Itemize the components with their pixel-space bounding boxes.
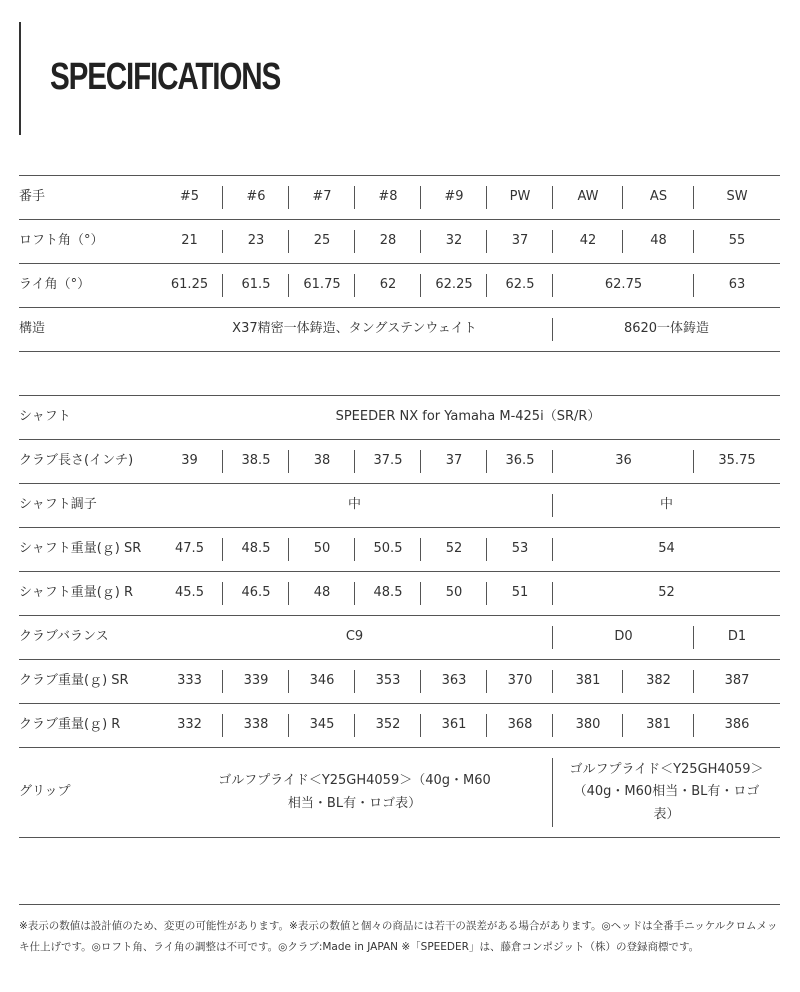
footnote: ※表示の数値は設計値のため、変更の可能性があります。※表示の数値と個々の商品には若干の誤差がある場合があります。◎ヘッドは全番手ニッケルクロムメッキ仕上げです。◎ロフト角、ライ角の調整は不可です。◎クラブ:Made in JAPAN ※「SPEEDER」は、藤倉コンポジット（株）の登録商標です。 bbox=[19, 920, 778, 953]
value-cell: 63 bbox=[694, 264, 780, 308]
value-cell: 361 bbox=[421, 704, 487, 748]
value-cell: 387 bbox=[694, 660, 780, 704]
header-cell: #8 bbox=[355, 176, 421, 220]
row-label: クラブバランス bbox=[19, 616, 156, 660]
value-cell: 48.5 bbox=[223, 528, 289, 572]
row-label: ライ角（°） bbox=[19, 264, 156, 308]
row-shaft-weight-sr bbox=[19, 528, 780, 572]
row-structure bbox=[19, 308, 780, 352]
header-cell: #9 bbox=[421, 176, 487, 220]
value-cell: SPEEDER NX for Yamaha M-425i（SR/R） bbox=[156, 396, 780, 440]
row-number bbox=[19, 176, 780, 220]
value-cell: 42 bbox=[553, 220, 623, 264]
header-cell: #6 bbox=[223, 176, 289, 220]
value-cell: 346 bbox=[289, 660, 355, 704]
value-cell: 386 bbox=[694, 704, 780, 748]
header-cell: PW bbox=[487, 176, 553, 220]
header-cell: #5 bbox=[156, 176, 223, 220]
value-cell: 38.5 bbox=[223, 440, 289, 484]
row-label: ロフト角（°） bbox=[19, 220, 156, 264]
value-cell: 333 bbox=[156, 660, 223, 704]
title-accent-bar bbox=[19, 22, 21, 135]
value-cell: 61.25 bbox=[156, 264, 223, 308]
value-cell: 50 bbox=[421, 572, 487, 616]
footer-divider bbox=[19, 904, 780, 905]
value-cell: 381 bbox=[553, 660, 623, 704]
value-cell: 53 bbox=[487, 528, 553, 572]
value-cell: 48 bbox=[289, 572, 355, 616]
value-cell: 380 bbox=[553, 704, 623, 748]
value-cell: 50.5 bbox=[355, 528, 421, 572]
value-cell: 52 bbox=[553, 572, 780, 616]
row-shaft-weight-r bbox=[19, 572, 780, 616]
row-label: シャフト重量(ｇ) R bbox=[19, 572, 156, 616]
value-cell: ゴルフプライド＜Y25GH4059＞（40g・M60相当・BL有・ロゴ表） bbox=[156, 748, 553, 838]
value-cell: 37 bbox=[487, 220, 553, 264]
page-title: SPECIFICATIONS bbox=[50, 56, 281, 98]
value-cell: 381 bbox=[623, 704, 694, 748]
value-cell: 32 bbox=[421, 220, 487, 264]
value-cell: 332 bbox=[156, 704, 223, 748]
value-cell: 352 bbox=[355, 704, 421, 748]
value-cell: 61.75 bbox=[289, 264, 355, 308]
value-cell: 35.75 bbox=[694, 440, 780, 484]
value-cell: 37 bbox=[421, 440, 487, 484]
value-cell: 38 bbox=[289, 440, 355, 484]
row-grip bbox=[19, 748, 780, 838]
value-cell: 50 bbox=[289, 528, 355, 572]
value-cell: 55 bbox=[694, 220, 780, 264]
value-cell: 363 bbox=[421, 660, 487, 704]
row-club-weight-r bbox=[19, 704, 780, 748]
header-cell: #7 bbox=[289, 176, 355, 220]
value-cell: 8620一体鋳造 bbox=[553, 308, 780, 352]
value-cell: 46.5 bbox=[223, 572, 289, 616]
value-cell: 23 bbox=[223, 220, 289, 264]
row-label: 構造 bbox=[19, 308, 156, 352]
value-cell: 36.5 bbox=[487, 440, 553, 484]
row-shaft bbox=[19, 396, 780, 440]
row-label: グリップ bbox=[19, 748, 156, 838]
value-cell: 62.5 bbox=[487, 264, 553, 308]
value-cell: 338 bbox=[223, 704, 289, 748]
row-club-weight-sr bbox=[19, 660, 780, 704]
value-cell: D1 bbox=[694, 616, 780, 660]
value-cell: 28 bbox=[355, 220, 421, 264]
value-cell: 36 bbox=[553, 440, 694, 484]
header-cell: AS bbox=[623, 176, 694, 220]
value-cell: 353 bbox=[355, 660, 421, 704]
value-cell: 345 bbox=[289, 704, 355, 748]
value-cell: ゴルフプライド＜Y25GH4059＞（40g・M60相当・BL有・ロゴ表） bbox=[553, 748, 780, 838]
value-cell: 中 bbox=[553, 484, 780, 528]
row-length bbox=[19, 440, 780, 484]
value-cell: 52 bbox=[421, 528, 487, 572]
spec-table-shaft bbox=[19, 395, 780, 838]
value-cell: 62 bbox=[355, 264, 421, 308]
value-cell: 25 bbox=[289, 220, 355, 264]
value-cell: 48 bbox=[623, 220, 694, 264]
row-label: クラブ重量(ｇ) R bbox=[19, 704, 156, 748]
row-label: シャフト重量(ｇ) SR bbox=[19, 528, 156, 572]
row-label: クラブ重量(ｇ) SR bbox=[19, 660, 156, 704]
value-cell: 21 bbox=[156, 220, 223, 264]
value-cell: 370 bbox=[487, 660, 553, 704]
value-cell: 54 bbox=[553, 528, 780, 572]
value-cell: D0 bbox=[553, 616, 694, 660]
value-cell: 339 bbox=[223, 660, 289, 704]
row-label: クラブ長さ(インチ) bbox=[19, 440, 156, 484]
spec-table-head bbox=[19, 175, 780, 352]
row-loft bbox=[19, 220, 780, 264]
value-cell: 382 bbox=[623, 660, 694, 704]
row-label: シャフト bbox=[19, 396, 156, 440]
value-cell: X37精密一体鋳造、タングステンウェイト bbox=[156, 308, 553, 352]
value-cell: 62.75 bbox=[553, 264, 694, 308]
header-cell: AW bbox=[553, 176, 623, 220]
value-cell: 62.25 bbox=[421, 264, 487, 308]
value-cell: 47.5 bbox=[156, 528, 223, 572]
row-label: 番手 bbox=[19, 176, 156, 220]
value-cell: 45.5 bbox=[156, 572, 223, 616]
row-label: シャフト調子 bbox=[19, 484, 156, 528]
value-cell: 51 bbox=[487, 572, 553, 616]
header-cell: SW bbox=[694, 176, 780, 220]
value-cell: 37.5 bbox=[355, 440, 421, 484]
value-cell: 48.5 bbox=[355, 572, 421, 616]
value-cell: 中 bbox=[156, 484, 553, 528]
value-cell: 61.5 bbox=[223, 264, 289, 308]
value-cell: 368 bbox=[487, 704, 553, 748]
row-balance bbox=[19, 616, 780, 660]
row-lie bbox=[19, 264, 780, 308]
value-cell: 39 bbox=[156, 440, 223, 484]
value-cell: C9 bbox=[156, 616, 553, 660]
row-kick bbox=[19, 484, 780, 528]
